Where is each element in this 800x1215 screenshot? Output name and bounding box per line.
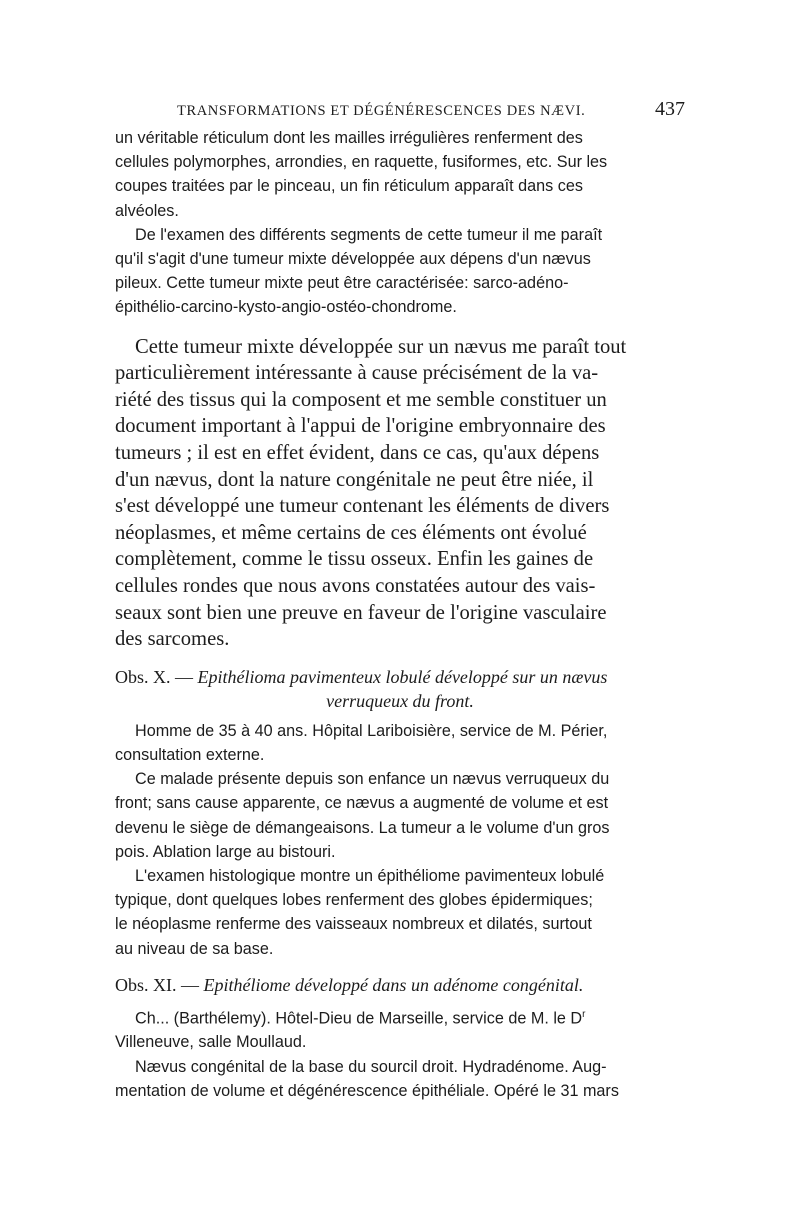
text-line: cellules rondes que nous avons constatées autour des vais- xyxy=(115,574,596,597)
observation-label: Obs. XI. — xyxy=(115,974,199,995)
text-line: mentation de volume et dégénérescence épithéliale. Opéré le 31 mars xyxy=(115,1081,619,1100)
observation-x xyxy=(115,665,685,961)
text-line: De l'examen des différents segments de cette tumeur il me paraît xyxy=(135,225,603,244)
text-line: d'un nævus, dont la nature congénitale ne peut être niée, il xyxy=(115,468,594,491)
text-line: riété des tissus qui la composent et me semble constituer un xyxy=(115,388,607,411)
text-line: Cette tumeur mixte développée sur un nævus me paraît tout xyxy=(135,335,627,358)
observation-xi xyxy=(115,973,685,1103)
text-line xyxy=(115,1003,685,1031)
text-line: front; sans cause apparente, ce nævus a augmenté de volume et est xyxy=(115,794,609,813)
running-head xyxy=(115,98,685,126)
page-number: 437 xyxy=(655,98,685,120)
paragraph-reticulum xyxy=(115,126,685,223)
text-line: document important à l'appui de l'origine embryonnaire des xyxy=(115,415,606,438)
text-line: un véritable réticulum dont les mailles irrégulières renferment des xyxy=(115,129,583,147)
text-line: consultation externe. xyxy=(115,745,265,764)
paragraph-discussion xyxy=(115,334,685,653)
text-span: Ch... (Barthélemy). Hôtel-Dieu de Marseille, service de M. le D xyxy=(135,1009,583,1028)
observation-heading xyxy=(115,973,685,997)
text-line: au niveau de sa base. xyxy=(115,939,274,958)
document-page xyxy=(115,98,685,1103)
observation-heading-cont xyxy=(115,689,685,713)
running-title: TRANSFORMATIONS ET DÉGÉNÉRESCENCES DES NÆVI. xyxy=(177,103,586,119)
text-line: devenu le siège de démangeaisons. La tumeur a le volume d'un gros xyxy=(115,818,610,837)
text-line: tumeurs ; il est en effet évident, dans ce cas, qu'aux dépens xyxy=(115,442,600,464)
text-line: coupes traitées par le pinceau, un fin réticulum apparaît dans ces xyxy=(115,177,583,196)
text-line: typique, dont quelques lobes renferment des globes épidermiques; xyxy=(115,891,593,910)
text-line: Homme de 35 à 40 ans. Hôpital Lariboisière, service de M. Périer, xyxy=(135,721,608,740)
text-line: épithélio-carcino-kysto-angio-ostéo-chondrome. xyxy=(115,298,457,317)
text-line: néoplasmes, et même certains de ces éléments ont évolué xyxy=(115,521,587,544)
text-line: complètement, comme le tissu osseux. Enfin les gaines de xyxy=(115,548,594,571)
observation-heading xyxy=(115,665,685,689)
superscript: r xyxy=(582,1008,586,1020)
observation-title-cont: verruqueux du front. xyxy=(326,690,474,711)
text-line: pileux. Cette tumeur mixte peut être caractérisée: sarco-adéno- xyxy=(115,274,569,293)
observation-title: Epithéliome développé dans un adénome congénital. xyxy=(203,974,584,995)
observation-label: Obs. X. — xyxy=(115,666,194,687)
text-line: L'examen histologique montre un épithéliome pavimenteux lobulé xyxy=(135,866,605,885)
text-line: Ce malade présente depuis son enfance un nævus verruqueux du xyxy=(135,770,610,789)
text-line: des sarcomes. xyxy=(115,628,230,651)
text-line: qu'il s'agit d'une tumeur mixte développée aux dépens d'un nævus xyxy=(115,250,591,269)
paragraph-examen xyxy=(115,223,685,320)
text-line: s'est développé une tumeur contenant les éléments de divers xyxy=(115,495,610,518)
text-line: Villeneuve, salle Moullaud. xyxy=(115,1033,307,1052)
observation-title: Epithélioma pavimenteux lobulé développé sur un nævus xyxy=(197,666,608,687)
text-line: particulièrement intéressante à cause précisément de la va- xyxy=(115,362,599,385)
text-line: cellules polymorphes, arrondies, en raquette, fusiformes, etc. Sur les xyxy=(115,153,608,172)
text-line: Nævus congénital de la base du sourcil droit. Hydradénome. Aug- xyxy=(135,1057,607,1076)
text-line: le néoplasme renferme des vaisseaux nombreux et dilatés, surtout xyxy=(115,915,592,934)
text-line: pois. Ablation large au bistouri. xyxy=(115,842,336,861)
text-line: seaux sont bien une preuve en faveur de l'origine vasculaire xyxy=(115,601,607,624)
text-line: alvéoles. xyxy=(115,201,179,220)
